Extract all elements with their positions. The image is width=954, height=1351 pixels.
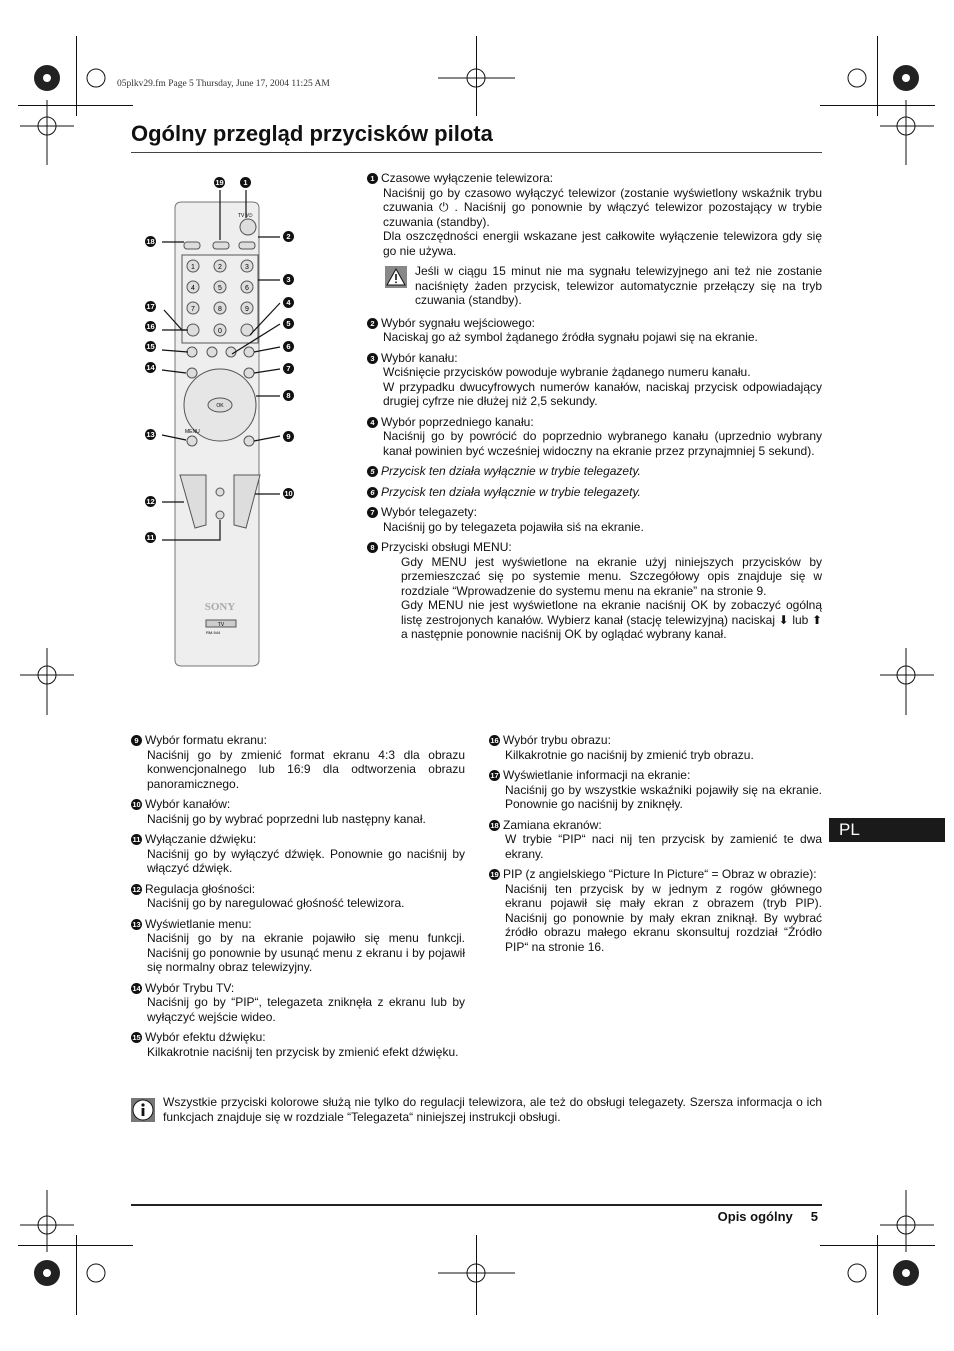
footer-section: Opis ogólny (717, 1209, 793, 1224)
callout-16: 16 (146, 322, 155, 331)
list-item: 10 Wybór kanałów: Naciśnij go by wybrać poprzedni lub następny kanał. (132, 797, 426, 826)
page-number: 5 (810, 1209, 818, 1224)
digit-label: 8 (218, 306, 222, 313)
list-item: 9 Wybór formatu ekranu: Naciśnij go by zmienić format ekranu 4:3 dla obrazu konwencjonalnego lub 16:9 dla odtworzenia obrazu panoramicznego. (131, 733, 465, 791)
callout-4: 4 (283, 297, 294, 308)
info-note: Wszystkie przyciski kolorowe służą nie tylko do regulacji telewizora, ale też do obsługi telegazety. Szersza informacja o ich funkcjach znajduje się w rozdziale “Telegazeta“ niniejszej instrukcji obsługi. (131, 1095, 822, 1124)
digit-label: 2 (218, 264, 222, 271)
callout-7: 7 (283, 363, 294, 374)
callout-6: 6 (283, 341, 294, 352)
digit-label: 9 (245, 306, 249, 313)
list-item: 19 PIP (z angielskiego “Picture In Picture“ = Obraz w obrazie): Naciśnij ten przycisk by w jednym z rogów głównego ekranu pojawił się mały ekran z obrazem (tryb PIP). Naciśnij go ponownie by mały ekran zniknął. By wybrać źródło obrazu małego ekranu skonsultuj rozdział “Źródło PIP“ na stronie 16. (490, 867, 822, 954)
svg-text:TV I/⏻: TV I/⏻ (238, 213, 253, 219)
list-item: 7 Wybór telegazety: Naciśnij go by telegazeta pojawiła siś na ekranie. (367, 505, 822, 534)
digit-label: 0 (218, 328, 222, 335)
callout-9: 9 (283, 431, 294, 442)
digit-label: 3 (245, 264, 249, 271)
list-item: 2 Wybór sygnału wejściowego: Naciskaj go aż symbol żądanego źródła sygnału pojawi się na ekranie. (367, 316, 822, 345)
list-item: 8 Przyciski obsługi MENU: Gdy MENU jest wyświetlone na ekranie użyj niniejszych przycisków by przemieszczać się po systemie menu. Szczegółowy opis znajduje się w rozdziale “Wprowadzenie do systemu menu na ekranie” na stronie 9. Gdy MENU nie jest wyświetlone na ekranie naciśnij OK by zobaczyć ogólną listę zestrojonych kanałów. Wybierz kanał (stację telewizyjną) naciskaj ⬇ lub ⬆ a następnie ponownie naciśnij OK by oglądać wybrany kanał. (367, 540, 822, 642)
digit-label: 1 (191, 264, 195, 271)
callout-10: 10 (284, 489, 293, 498)
callout-19: 19 (215, 178, 224, 187)
footer-divider (131, 1204, 822, 1206)
list-item: 18 Zamiana ekranów: W trybie “PIP“ naci nij ten przycisk by zamienić te dwa ekrany. (490, 817, 822, 861)
callout-15: 15 (146, 342, 155, 351)
digit-label: 6 (245, 285, 249, 292)
list-item: 16 Wybór trybu obrazu: Kilkakrotnie go naciśnij by zmienić tryb obrazu. (490, 733, 754, 762)
digit-label: 7 (191, 306, 195, 313)
list-item: 17 Wyświetlanie informacji na ekranie: Naciśnij go by wszystkie wskaźniki pojawiły się na ekranie. Ponownie go naciśnij by zniknęły. (490, 768, 822, 811)
callout-2: 2 (283, 231, 294, 242)
callout-18: 18 (146, 237, 155, 246)
list-item: 14 Wybór Trybu TV: Naciśnij go by “PIP“, telegazeta zniknęła z ekranu lub by wyłączyć wejście wideo. (132, 980, 465, 1024)
list-item: 1 Czasowe wyłączenie telewizora: Naciśnij go by czasowo wyłączyć telewizor (zostanie wyświetlony wskaźnik trybu czuwania ⏻ . Naciśnij go ponownie by włączyć telewizor pozostający w trybie czuwania (standby). Dla oszczędności energii wskazane jest całkowite wyłączenie telewizora gdy się go nie używa. (367, 171, 822, 258)
warning-note: Jeśli w ciągu 15 minut nie ma sygnału telewizyjnego ani też nie zostanie naciśnięty żaden przycisk, telewizor automatycznie przełączy się na tryb czuwania (standby). (385, 264, 822, 308)
list-item: 4 Wybór poprzedniego kanału: Naciśnij go by powrócić do poprzednio wybranego kanału (uprzednio wybrany kanał powinien być wcześniej widoczny na ekranie przez przynajmniej 5 sekund). (367, 415, 822, 459)
remote-illustration (140, 170, 310, 670)
digit-label: 5 (218, 285, 222, 292)
svg-text:TV: TV (217, 622, 225, 628)
callout-3: 3 (283, 274, 294, 285)
info-icon (131, 1098, 155, 1122)
callout-5: 5 (283, 318, 294, 329)
page-title: Ogólny przegląd przycisków pilota (131, 121, 493, 146)
svg-text:MENU: MENU (185, 429, 200, 435)
callout-13: 13 (146, 430, 155, 439)
digit-label: 4 (191, 285, 195, 292)
list-item: 11 Wyłączanie dźwięku: Naciśnij go by wyłączyć dźwięk. Ponownie go naciśnij by włączyć dźwięk. (132, 832, 465, 875)
callout-1: 1 (240, 177, 251, 188)
callout-11: 11 (146, 533, 155, 542)
svg-text:RM-944: RM-944 (206, 630, 221, 635)
button-descriptions-middle (489, 733, 822, 960)
file-header: 05plkv29.fm Page 5 Thursday, June 17, 2004 11:25 AM (117, 79, 330, 89)
button-descriptions-right (367, 171, 822, 648)
callout-14: 14 (146, 363, 155, 372)
list-item: 13 Wyświetlanie menu: Naciśnij go by na ekranie pojawiło się menu funkcji. Naciśnij go ponownie by usunąć menu z ekranu i by pojawił się normalny obraz telewizyjny. (132, 916, 465, 974)
list-item: 6 Przycisk ten działa wyłącznie w trybie telegazety. (367, 485, 822, 500)
language-tab: PL (829, 818, 945, 842)
list-item: 5 Przycisk ten działa wyłącznie w trybie telegazety. (367, 464, 822, 479)
list-item: 12 Regulacja głośności: Naciśnij go by naregulować głośność telewizora. (132, 881, 405, 910)
callout-8: 8 (283, 390, 294, 401)
callout-12: 12 (146, 497, 155, 506)
svg-text:OK: OK (216, 403, 224, 409)
title-divider (131, 152, 822, 153)
button-descriptions-left (131, 733, 465, 1065)
list-item: 15 Wybór efektu dźwięku: Kilkakrotnie naciśnij ten przycisk by zmienić efekt dźwięku. (132, 1030, 459, 1059)
callout-17: 17 (146, 302, 155, 311)
page-footer (700, 1209, 818, 1224)
warning-icon (385, 266, 407, 288)
list-item: 3 Wybór kanału: Wciśnięcie przycisków powoduje wybranie żądanego numeru kanału. W przypadku dwucyfrowych numerów kanałów, naciskaj przycisk odpowiadający drugiej cyfrze nie dłużej niż 2,5 sekundy. (367, 351, 822, 409)
svg-text:SONY: SONY (204, 601, 236, 613)
